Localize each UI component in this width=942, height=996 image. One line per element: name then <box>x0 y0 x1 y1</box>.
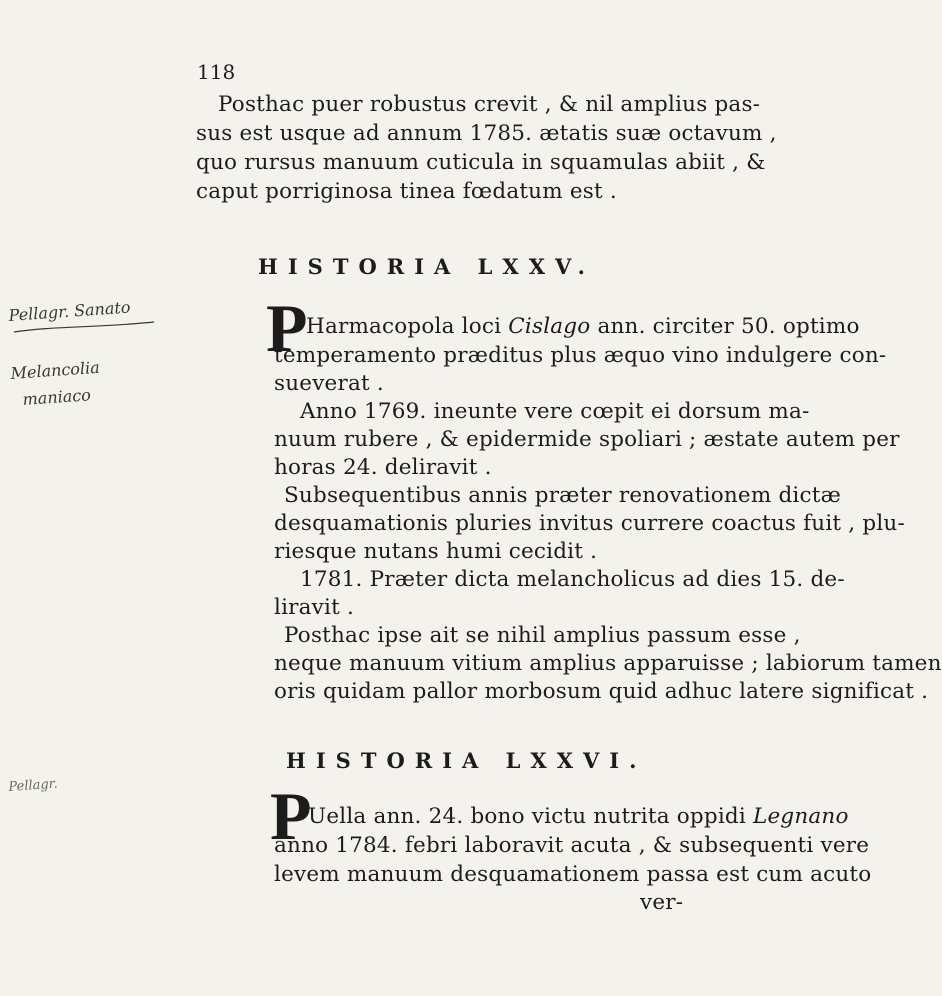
text-line: sueverat . <box>274 371 384 396</box>
text-fragment: ann. circiter 50. optimo <box>590 314 860 339</box>
catchword: ver- <box>640 890 684 915</box>
text-line: neque manuum vitium amplius apparuisse ; labiorum tamen <box>274 651 942 676</box>
text-line: desquamationis pluries invitus currere coactus fuit , plu- <box>274 511 905 536</box>
intro-line: Posthac puer robustus crevit , & nil amplius pas- <box>218 92 761 117</box>
text-line: horas 24. deliravit . <box>274 455 492 480</box>
margin-stroke <box>4 318 164 338</box>
text-line: Posthac ipse ait se nihil amplius passum esse , <box>284 623 801 648</box>
place-name: Legnano <box>752 804 849 829</box>
drop-cap: P <box>270 778 312 854</box>
drop-cap: P <box>266 290 308 366</box>
margin-annotation: Pellagr. <box>8 776 59 795</box>
text-line: riesque nutans humi cecidit . <box>274 539 598 564</box>
margin-annotation: maniaco <box>22 385 92 409</box>
margin-annotation: Pellagr. Sanato <box>8 297 132 325</box>
text-line <box>308 804 849 829</box>
text-line: Anno 1769. ineunte vere cœpit ei dorsum ma- <box>300 399 810 424</box>
text-line: liravit . <box>274 595 354 620</box>
text-line: oris quidam pallor morbosum quid adhuc latere significat . <box>274 679 929 704</box>
page-number: 118 <box>197 60 236 84</box>
text-line: Subsequentibus annis præter renovationem dictæ <box>284 483 841 508</box>
margin-annotation: Melancolia <box>10 357 101 383</box>
text-line: 1781. Præter dicta melancholicus ad dies 15. de- <box>300 567 845 592</box>
text-fragment: Harmacopola loci <box>306 314 509 339</box>
section-heading: HISTORIA LXXV. <box>258 254 595 279</box>
text-line: temperamento præditus plus æquo vino indulgere con- <box>274 343 887 368</box>
text-line: nuum rubere , & epidermide spoliari ; æstate autem per <box>274 427 900 452</box>
text-line: levem manuum desquamationem passa est cum acuto <box>274 862 872 887</box>
text-line <box>306 314 860 339</box>
intro-line: quo rursus manuum cuticula in squamulas abiit , & <box>196 150 766 175</box>
intro-line: caput porriginosa tinea fœdatum est . <box>196 179 617 204</box>
text-fragment: Uella ann. 24. bono victu nutrita oppidi <box>308 804 753 829</box>
place-name: Cislago <box>508 314 591 339</box>
intro-line: sus est usque ad annum 1785. ætatis suæ octavum , <box>196 121 777 146</box>
text-line: anno 1784. febri laboravit acuta , & subsequenti vere <box>274 833 870 858</box>
section-heading: HISTORIA LXXVI. <box>286 748 647 773</box>
